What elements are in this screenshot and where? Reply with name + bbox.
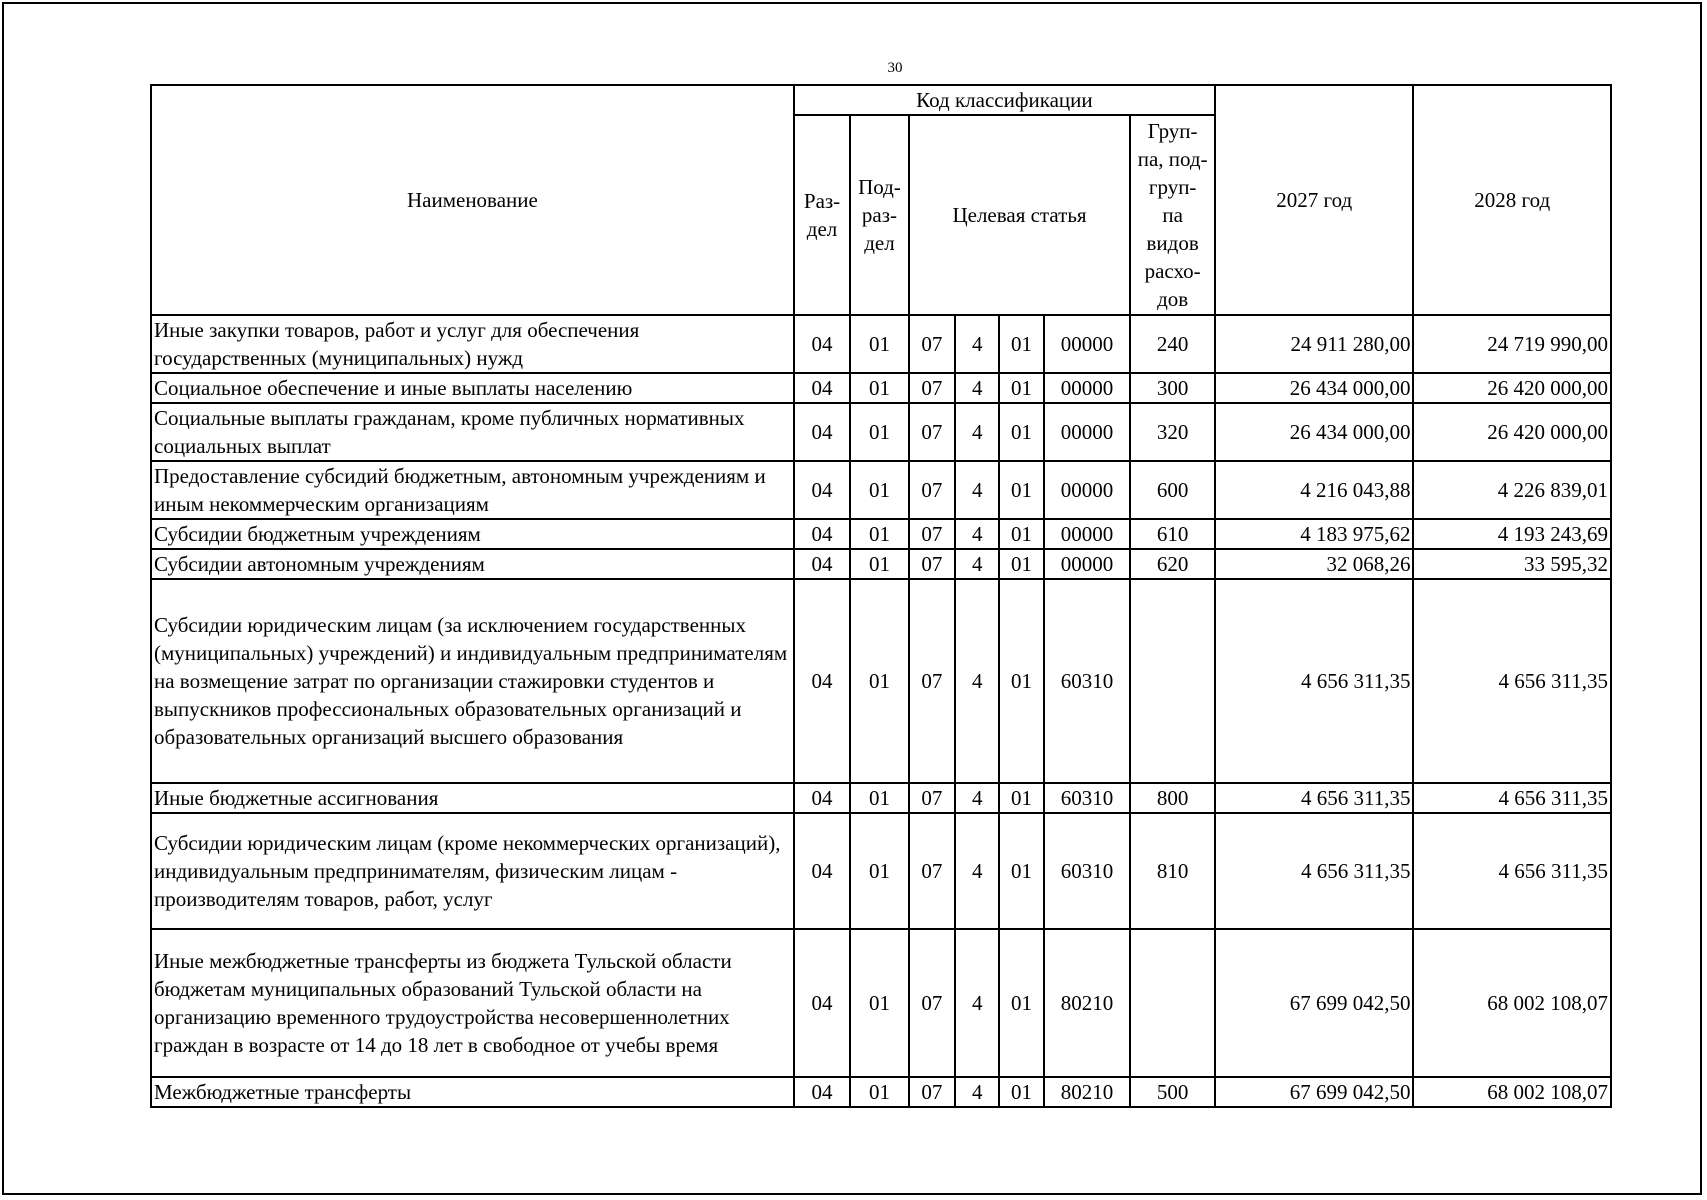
row-cs-structure: 01 bbox=[999, 373, 1043, 403]
row-name: Иные бюджетные ассигнования bbox=[151, 783, 794, 813]
row-cs-type: 4 bbox=[955, 373, 999, 403]
row-amount-2027: 67 699 042,50 bbox=[1215, 1077, 1413, 1107]
row-amount-2027: 4 183 975,62 bbox=[1215, 519, 1413, 549]
row-podrazdel: 01 bbox=[850, 461, 908, 519]
row-cs-type: 4 bbox=[955, 519, 999, 549]
row-cs-type: 4 bbox=[955, 783, 999, 813]
row-razdel: 04 bbox=[794, 783, 850, 813]
row-amount-2028: 68 002 108,07 bbox=[1413, 929, 1611, 1077]
row-cs-type: 4 bbox=[955, 929, 999, 1077]
row-name: Межбюджетные трансферты bbox=[151, 1077, 794, 1107]
row-amount-2028: 4 193 243,69 bbox=[1413, 519, 1611, 549]
table-row bbox=[151, 1077, 1611, 1107]
row-cs-structure: 01 bbox=[999, 461, 1043, 519]
row-cs-direction: 00000 bbox=[1044, 403, 1131, 461]
header-row-1 bbox=[151, 85, 1611, 115]
row-name: Субсидии юридическим лицам (кроме некоммерческих организаций), индивидуальным предпринимателям, физическим лицам - производителям товаров, работ, услуг bbox=[151, 813, 794, 929]
row-amount-2027: 4 656 311,35 bbox=[1215, 813, 1413, 929]
row-amount-2027: 24 911 280,00 bbox=[1215, 315, 1413, 373]
row-cs-direction: 00000 bbox=[1044, 315, 1131, 373]
row-amount-2028: 4 656 311,35 bbox=[1413, 783, 1611, 813]
header-razdel: Раз- дел bbox=[794, 115, 850, 315]
row-cs-direction: 60310 bbox=[1044, 783, 1131, 813]
row-amount-2027: 67 699 042,50 bbox=[1215, 929, 1413, 1077]
row-podrazdel: 01 bbox=[850, 929, 908, 1077]
row-cs-type: 4 bbox=[955, 813, 999, 929]
row-gruppa: 600 bbox=[1130, 461, 1215, 519]
row-name: Предоставление субсидий бюджетным, автономным учреждениям и иным некоммерческим организациям bbox=[151, 461, 794, 519]
row-gruppa: 620 bbox=[1130, 549, 1215, 579]
table-row bbox=[151, 461, 1611, 519]
row-cs-program: 07 bbox=[909, 579, 955, 783]
row-cs-program: 07 bbox=[909, 929, 955, 1077]
row-cs-structure: 01 bbox=[999, 549, 1043, 579]
row-podrazdel: 01 bbox=[850, 519, 908, 549]
page-number: 30 bbox=[887, 60, 903, 76]
row-gruppa: 500 bbox=[1130, 1077, 1215, 1107]
row-podrazdel: 01 bbox=[850, 1077, 908, 1107]
row-cs-direction: 60310 bbox=[1044, 579, 1131, 783]
row-cs-structure: 01 bbox=[999, 813, 1043, 929]
row-cs-type: 4 bbox=[955, 549, 999, 579]
row-amount-2028: 4 656 311,35 bbox=[1413, 813, 1611, 929]
row-amount-2027: 26 434 000,00 bbox=[1215, 373, 1413, 403]
table-row bbox=[151, 373, 1611, 403]
row-cs-type: 4 bbox=[955, 579, 999, 783]
row-razdel: 04 bbox=[794, 403, 850, 461]
table-row bbox=[151, 579, 1611, 783]
row-podrazdel: 01 bbox=[850, 783, 908, 813]
table-row bbox=[151, 549, 1611, 579]
row-cs-structure: 01 bbox=[999, 519, 1043, 549]
row-cs-type: 4 bbox=[955, 403, 999, 461]
row-cs-direction: 00000 bbox=[1044, 519, 1131, 549]
row-name: Социальное обеспечение и иные выплаты населению bbox=[151, 373, 794, 403]
row-cs-program: 07 bbox=[909, 315, 955, 373]
row-razdel: 04 bbox=[794, 519, 850, 549]
header-year-2027: 2027 год bbox=[1215, 85, 1413, 315]
table-row bbox=[151, 519, 1611, 549]
row-gruppa: 810 bbox=[1130, 813, 1215, 929]
row-name: Субсидии юридическим лицам (за исключением государственных (муниципальных) учреждений) и индивидуальным предпринимателям на возмещение затрат по организации стажировки студентов и выпускников профессиональных образовательных организаций и образовательных организаций высшего образования bbox=[151, 579, 794, 783]
row-cs-direction: 00000 bbox=[1044, 461, 1131, 519]
row-name: Субсидии бюджетным учреждениям bbox=[151, 519, 794, 549]
row-name: Иные межбюджетные трансферты из бюджета Тульской области бюджетам муниципальных образований Тульской области на организацию временного трудоустройства несовершеннолетних граждан в возрасте от 14 до 18 лет в свободное от учебы время bbox=[151, 929, 794, 1077]
row-gruppa: 240 bbox=[1130, 315, 1215, 373]
header-code-group: Код классификации bbox=[794, 85, 1215, 115]
row-cs-program: 07 bbox=[909, 461, 955, 519]
row-amount-2027: 4 656 311,35 bbox=[1215, 579, 1413, 783]
row-cs-direction: 00000 bbox=[1044, 373, 1131, 403]
row-razdel: 04 bbox=[794, 549, 850, 579]
row-razdel: 04 bbox=[794, 813, 850, 929]
table-row bbox=[151, 783, 1611, 813]
row-amount-2028: 4 226 839,01 bbox=[1413, 461, 1611, 519]
row-cs-structure: 01 bbox=[999, 929, 1043, 1077]
row-cs-type: 4 bbox=[955, 1077, 999, 1107]
row-gruppa bbox=[1130, 579, 1215, 783]
row-amount-2027: 4 656 311,35 bbox=[1215, 783, 1413, 813]
table-row bbox=[151, 929, 1611, 1077]
row-gruppa: 800 bbox=[1130, 783, 1215, 813]
row-gruppa: 300 bbox=[1130, 373, 1215, 403]
row-cs-structure: 01 bbox=[999, 403, 1043, 461]
row-amount-2027: 4 216 043,88 bbox=[1215, 461, 1413, 519]
row-cs-type: 4 bbox=[955, 315, 999, 373]
row-cs-direction: 00000 bbox=[1044, 549, 1131, 579]
row-name: Социальные выплаты гражданам, кроме публичных нормативных социальных выплат bbox=[151, 403, 794, 461]
table-row bbox=[151, 315, 1611, 373]
row-cs-program: 07 bbox=[909, 403, 955, 461]
row-amount-2028: 4 656 311,35 bbox=[1413, 579, 1611, 783]
row-cs-structure: 01 bbox=[999, 579, 1043, 783]
header-name: Наименование bbox=[151, 85, 794, 315]
row-cs-structure: 01 bbox=[999, 783, 1043, 813]
header-celevaya-statya: Целевая статья bbox=[909, 115, 1131, 315]
row-amount-2027: 32 068,26 bbox=[1215, 549, 1413, 579]
row-gruppa bbox=[1130, 929, 1215, 1077]
row-gruppa: 320 bbox=[1130, 403, 1215, 461]
row-cs-program: 07 bbox=[909, 783, 955, 813]
row-razdel: 04 bbox=[794, 461, 850, 519]
header-year-2028: 2028 год bbox=[1413, 85, 1611, 315]
row-name: Субсидии автономным учреждениям bbox=[151, 549, 794, 579]
row-amount-2028: 24 719 990,00 bbox=[1413, 315, 1611, 373]
row-podrazdel: 01 bbox=[850, 403, 908, 461]
row-amount-2028: 26 420 000,00 bbox=[1413, 403, 1611, 461]
row-cs-program: 07 bbox=[909, 549, 955, 579]
row-cs-program: 07 bbox=[909, 813, 955, 929]
row-podrazdel: 01 bbox=[850, 549, 908, 579]
row-razdel: 04 bbox=[794, 315, 850, 373]
row-razdel: 04 bbox=[794, 373, 850, 403]
table-row bbox=[151, 813, 1611, 929]
row-cs-direction: 60310 bbox=[1044, 813, 1131, 929]
row-cs-direction: 80210 bbox=[1044, 1077, 1131, 1107]
header-gruppa: Груп- па, под- груп- па видов расхо- дов bbox=[1130, 115, 1215, 315]
row-cs-program: 07 bbox=[909, 373, 955, 403]
row-cs-program: 07 bbox=[909, 519, 955, 549]
row-amount-2028: 26 420 000,00 bbox=[1413, 373, 1611, 403]
budget-table bbox=[150, 84, 1612, 1108]
row-amount-2028: 68 002 108,07 bbox=[1413, 1077, 1611, 1107]
table-row bbox=[151, 403, 1611, 461]
row-razdel: 04 bbox=[794, 1077, 850, 1107]
row-razdel: 04 bbox=[794, 579, 850, 783]
row-amount-2028: 33 595,32 bbox=[1413, 549, 1611, 579]
row-podrazdel: 01 bbox=[850, 579, 908, 783]
header-podrazdel: Под- раз- дел bbox=[850, 115, 908, 315]
row-podrazdel: 01 bbox=[850, 315, 908, 373]
row-name: Иные закупки товаров, работ и услуг для обеспечения государственных (муниципальных) нужд bbox=[151, 315, 794, 373]
row-razdel: 04 bbox=[794, 929, 850, 1077]
row-gruppa: 610 bbox=[1130, 519, 1215, 549]
row-cs-program: 07 bbox=[909, 1077, 955, 1107]
row-podrazdel: 01 bbox=[850, 373, 908, 403]
row-cs-structure: 01 bbox=[999, 315, 1043, 373]
row-podrazdel: 01 bbox=[850, 813, 908, 929]
row-cs-structure: 01 bbox=[999, 1077, 1043, 1107]
row-amount-2027: 26 434 000,00 bbox=[1215, 403, 1413, 461]
row-cs-direction: 80210 bbox=[1044, 929, 1131, 1077]
row-cs-type: 4 bbox=[955, 461, 999, 519]
